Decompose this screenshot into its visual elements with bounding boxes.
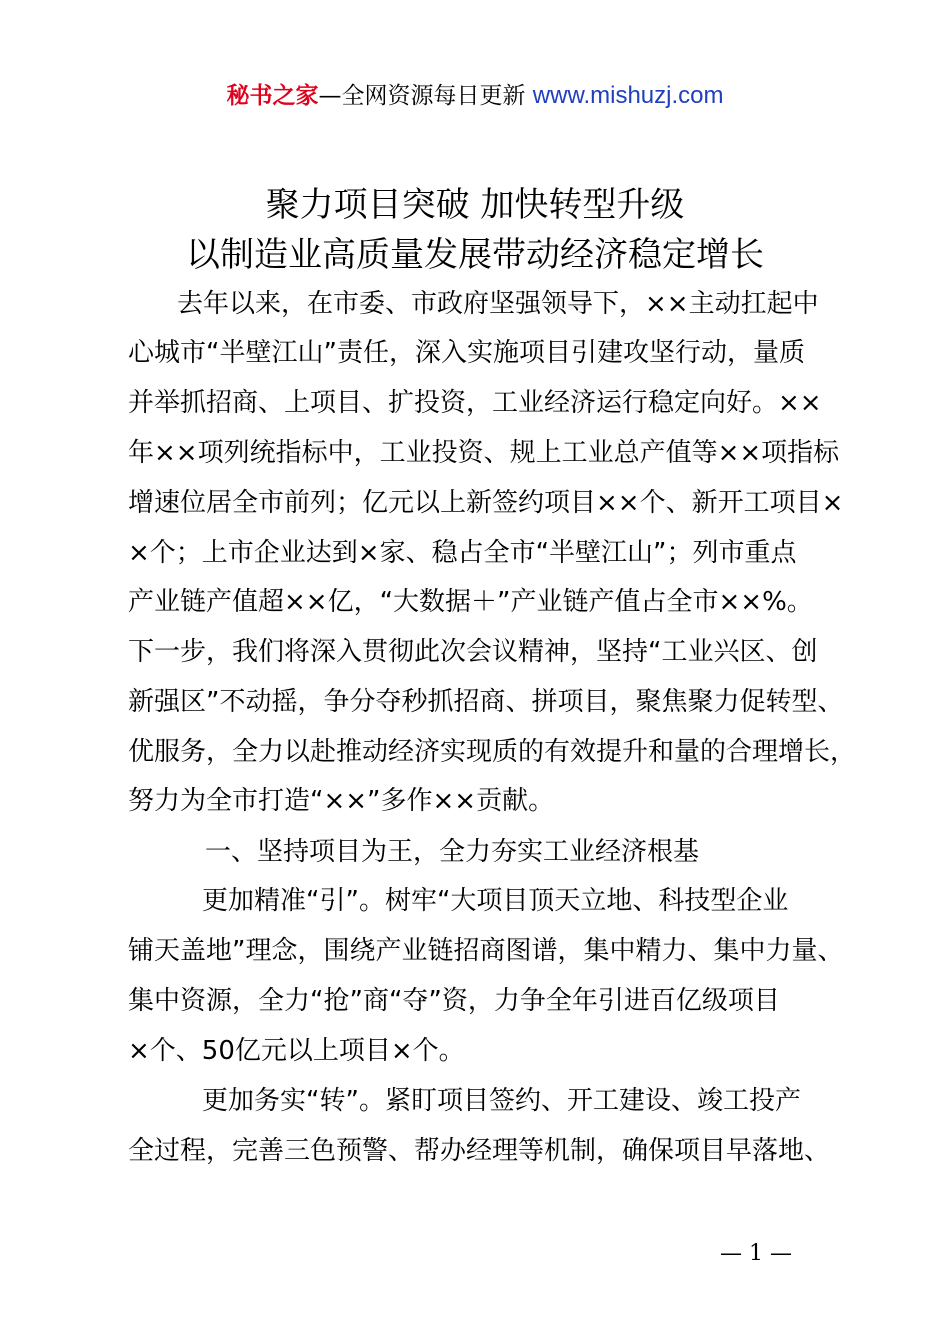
- section-heading: 一、坚持项目为王，全力夯实工业经济根基: [205, 837, 700, 867]
- document-title-line-2: 以制造业高质量发展带动经济稳定增长: [186, 235, 764, 275]
- site-header: [0, 80, 950, 112]
- paragraph-line: 下一步，我们将深入贯彻此次会议精神，坚持“工业兴区、创: [128, 637, 818, 667]
- paragraph-line: 增速位居全市前列；亿元以上新签约项目××个、新开工项目×: [128, 488, 844, 518]
- paragraph-line: ×个、50亿元以上项目×个。: [128, 1036, 465, 1066]
- paragraph-line: 全过程，完善三色预警、帮办经理等机制，确保项目早落地、: [128, 1136, 831, 1166]
- paragraph-line: 心城市“半壁江山”责任，深入实施项目引建攻坚行动，量质: [128, 338, 805, 368]
- paragraph-line: 铺天盖地”理念，围绕产业链招商图谱，集中精力、集中力量、: [128, 936, 844, 966]
- paragraph-line: 更加务实“转”。紧盯项目签约、开工建设、竣工投产: [202, 1086, 801, 1116]
- site-tagline: —全网资源每日更新: [318, 83, 533, 109]
- paragraph-line: 年××项列统指标中，工业投资、规上工业总产值等××项指标: [128, 438, 840, 468]
- paragraph-line: 更加精准“引”。树牢“大项目顶天立地、科技型企业: [202, 886, 789, 916]
- site-url-link[interactable]: www.mishuzj.com: [532, 82, 724, 109]
- paragraph-line: 努力为全市打造“××”多作××贡献。: [128, 786, 555, 816]
- document-title-line-1: 聚力项目突破 加快转型升级: [265, 185, 685, 225]
- page-number: — 1 —: [720, 1241, 792, 1266]
- paragraph-line: 优服务，全力以赴推动经济实现质的有效提升和量的合理增长，: [128, 737, 857, 767]
- site-brand: 秘书之家: [226, 83, 319, 109]
- paragraph-line: 新强区”不动摇，争分夺秒抓招商、拼项目，聚焦聚力促转型、: [128, 687, 844, 717]
- paragraph-line: 集中资源，全力“抢”商“夺”资，力争全年引进百亿级项目: [128, 986, 780, 1016]
- paragraph-line: 去年以来，在市委、市政府坚强领导下，××主动扛起中: [177, 289, 819, 319]
- paragraph-line: 并举抓招商、上项目、扩投资，工业经济运行稳定向好。××: [128, 388, 822, 418]
- paragraph-line: ×个；上市企业达到×家、稳占全市“半壁江山”；列市重点: [128, 538, 797, 568]
- paragraph-line: 产业链产值超××亿，“大数据＋”产业链产值占全市××%。: [128, 587, 813, 617]
